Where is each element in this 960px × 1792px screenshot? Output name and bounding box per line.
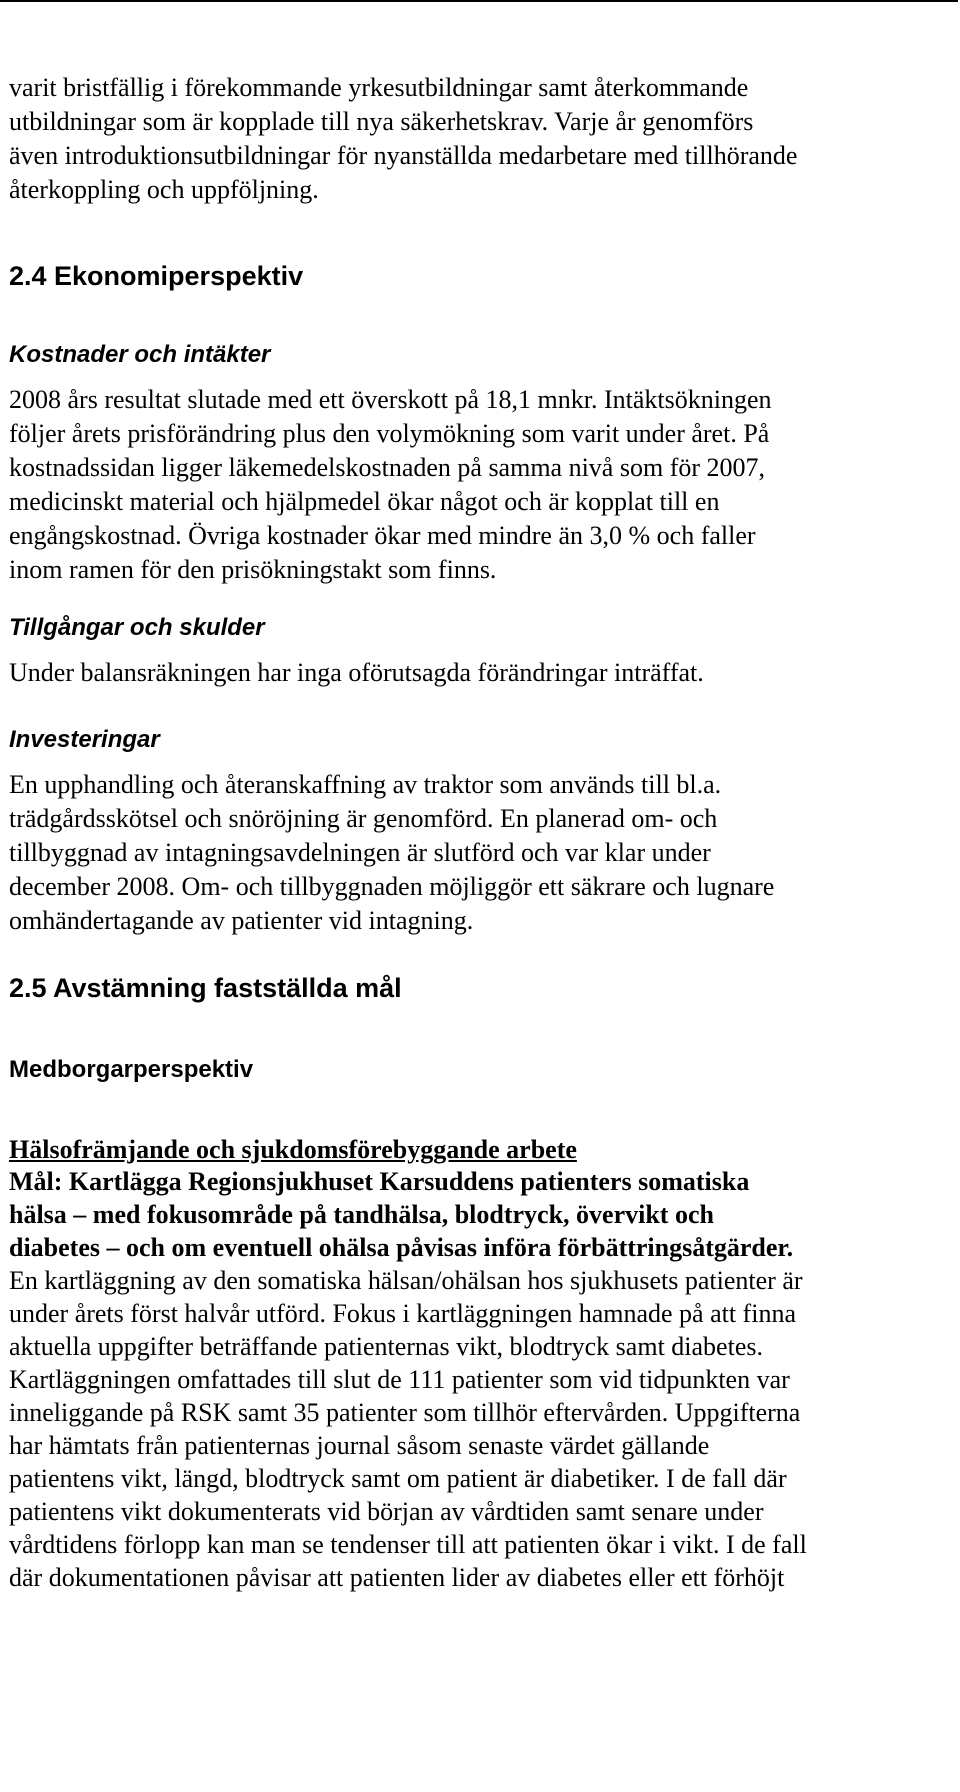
paragraph-line: aktuella uppgifter beträffande patienternas vikt, blodtryck samt diabetes. bbox=[9, 1332, 763, 1361]
paragraph-line: Under balansräkningen har inga oförutsagda förändringar inträffat. bbox=[9, 658, 704, 687]
paragraph-line: patientens vikt dokumenterats vid början av vårdtiden samt senare under bbox=[9, 1497, 764, 1526]
paragraph-line: följer årets prisförändring plus den volymökning som varit under året. På bbox=[9, 419, 770, 448]
topic-heading: Hälsofrämjande och sjukdomsförebyggande arbete bbox=[9, 1135, 577, 1164]
paragraph-line: kostnadssidan ligger läkemedelskostnaden på samma nivå som för 2007, bbox=[9, 453, 766, 482]
paragraph-line: inneliggande på RSK samt 35 patienter som tillhör eftervården. Uppgifterna bbox=[9, 1398, 801, 1427]
goal-line: Mål: Kartlägga Regionsjukhuset Karsuddens patienters somatiska bbox=[9, 1167, 750, 1196]
paragraph-line: omhändertagande av patienter vid intagning. bbox=[9, 906, 474, 935]
section-heading: 2.5 Avstämning fastställda mål bbox=[9, 973, 402, 1003]
subsection-heading: Kostnader och intäkter bbox=[9, 341, 271, 368]
paragraph-line: engångskostnad. Övriga kostnader ökar med mindre än 3,0 % och faller bbox=[9, 521, 756, 550]
paragraph-line: En upphandling och återanskaffning av traktor som används till bl.a. bbox=[9, 770, 722, 799]
paragraph-line: tillbyggnad av intagningsavdelningen är slutförd och var klar under bbox=[9, 838, 711, 867]
goal-line: diabetes – och om eventuell ohälsa påvisas införa förbättringsåtgärder. bbox=[9, 1233, 794, 1262]
paragraph-line: har hämtats från patienternas journal såsom senaste värdet gällande bbox=[9, 1431, 710, 1460]
paragraph-line: Kartläggningen omfattades till slut de 111 patienter som vid tidpunkten var bbox=[9, 1365, 790, 1394]
section-heading: 2.4 Ekonomiperspektiv bbox=[9, 261, 304, 291]
paragraph-line: patientens vikt, längd, blodtryck samt om patient är diabetiker. I de fall där bbox=[9, 1464, 787, 1493]
subsection-heading: Tillgångar och skulder bbox=[9, 614, 265, 641]
paragraph-line: under årets först halvår utförd. Fokus i kartläggningen hamnade på att finna bbox=[9, 1299, 796, 1328]
intro-line: återkoppling och uppföljning. bbox=[9, 175, 319, 204]
top-rule bbox=[0, 0, 958, 2]
paragraph-line: En kartläggning av den somatiska hälsan/ohälsan hos sjukhusets patienter är bbox=[9, 1266, 803, 1295]
paragraph-line: vårdtidens förlopp kan man se tendenser till att patienten ökar i vikt. I de fall bbox=[9, 1530, 807, 1559]
subsection-heading: Investeringar bbox=[9, 726, 160, 753]
paragraph-line: medicinskt material och hjälpmedel ökar något och är kopplat till en bbox=[9, 487, 720, 516]
intro-line: utbildningar som är kopplade till nya säkerhetskrav. Varje år genomförs bbox=[9, 107, 754, 136]
paragraph-line: trädgårdsskötsel och snöröjning är genomförd. En planerad om- och bbox=[9, 804, 718, 833]
paragraph-line: 2008 års resultat slutade med ett överskott på 18,1 mnkr. Intäktsökningen bbox=[9, 385, 772, 414]
subsection-heading: Medborgarperspektiv bbox=[9, 1056, 254, 1083]
paragraph-line: där dokumentationen påvisar att patienten lider av diabetes eller ett förhöjt bbox=[9, 1563, 785, 1592]
paragraph-line: december 2008. Om- och tillbyggnaden möjliggör ett säkrare och lugnare bbox=[9, 872, 775, 901]
intro-line: även introduktionsutbildningar för nyanställda medarbetare med tillhörande bbox=[9, 141, 798, 170]
paragraph-line: inom ramen för den prisökningstakt som finns. bbox=[9, 555, 497, 584]
intro-line: varit bristfällig i förekommande yrkesutbildningar samt återkommande bbox=[9, 73, 749, 102]
goal-line: hälsa – med fokusområde på tandhälsa, blodtryck, övervikt och bbox=[9, 1200, 714, 1229]
